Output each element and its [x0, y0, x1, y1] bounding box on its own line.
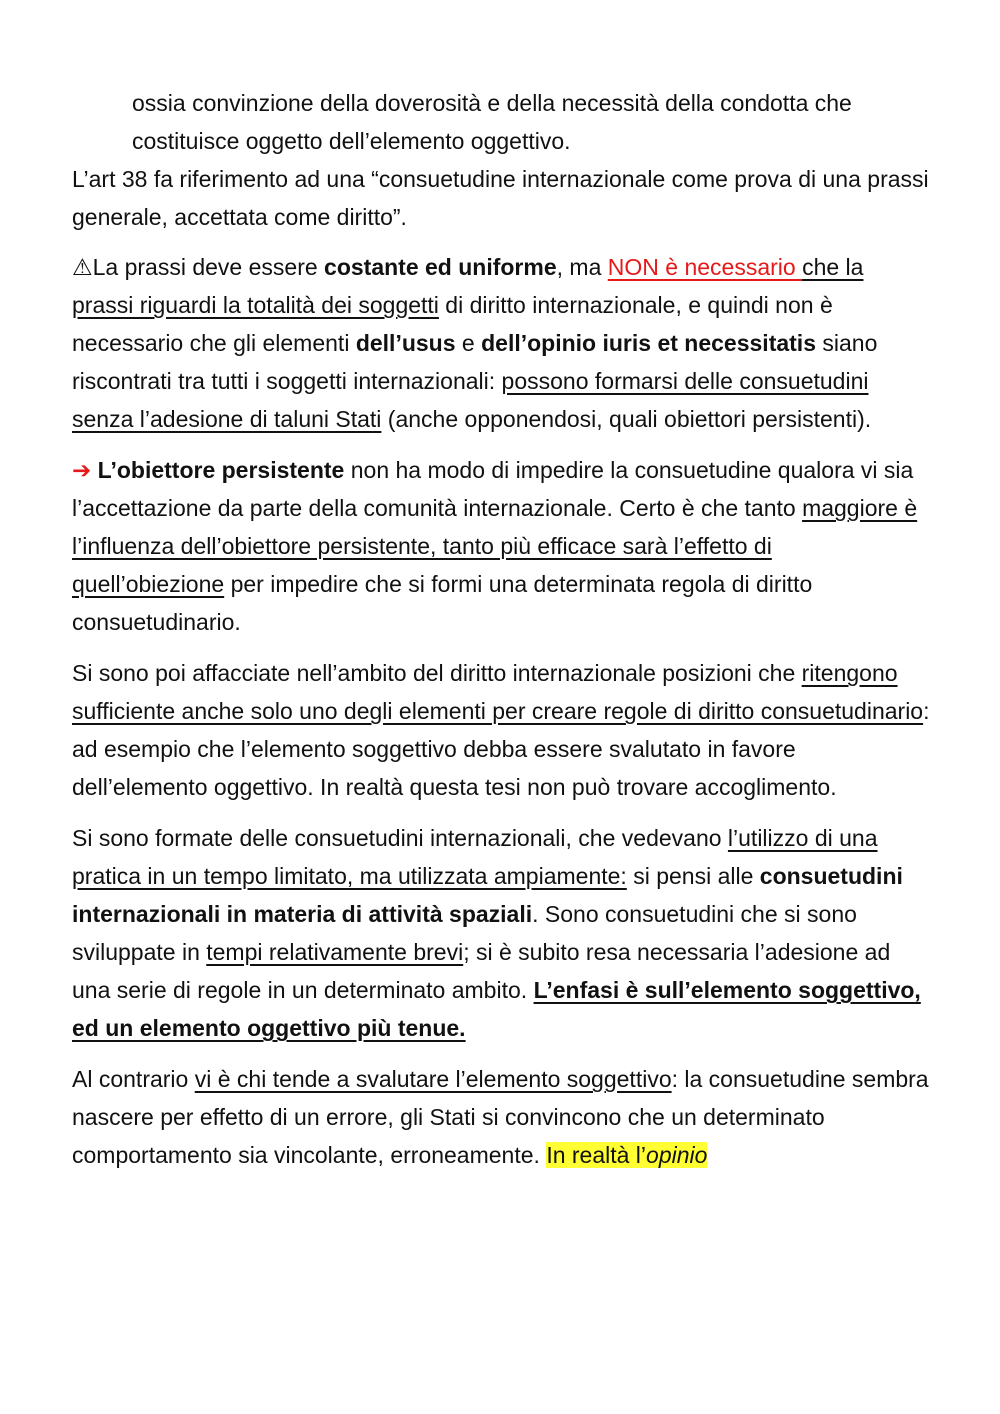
red-emphasis: NON è necessario [607, 254, 803, 280]
warning-icon: ⚠ [72, 254, 93, 280]
paragraph-posizioni: Si sono poi affacciate nell’ambito del diritto internazionale posizioni che ritengono sufficiente anche solo uno degli elementi per creare regole di diritto consuetudinario: ad esempio che l’elemento soggettivo debba essere svalutato in favore dell’elemento oggettivo. In realtà questa tesi non può trovare accoglimento. [72, 660, 930, 800]
paragraph-prassi: ⚠La prassi deve essere costante ed uniforme, ma NON è necessario che la prassi riguardi la totalità dei soggetti di diritto internazionale, e quindi non è necessario che gli elementi dell’usus e dell’opinio iuris et necessitatis siano riscontrati tra tutti i soggetti internazionali: possono formarsi delle consuetudini senza l’adesione di taluni Stati (anche opponendosi, quali obiettori persistenti). [72, 254, 878, 432]
paragraph-obiettore: ➔ L’obiettore persistente non ha modo di impedire la consuetudine qualora vi sia l’accettazione da parte della comunità internazionale. Certo è che tanto maggiore è l’influenza dell’obiettore persistente, tanto più efficace sarà l’effetto di quell’obiezione per impedire che si formi una determinata regola di diritto consuetudinario. [72, 457, 918, 635]
paragraph-art-38: L’art 38 fa riferimento ad una “consuetudine internazionale come prova di una prassi generale, accettata come diritto”. [72, 166, 929, 230]
arrow-right-icon: ➔ [72, 457, 92, 483]
paragraph-attivita-spaziali: Si sono formate delle consuetudini internazionali, che vedevano l’utilizzo di una pratica in un tempo limitato, ma utilizzata ampiamente: si pensi alle consuetudini internazionali in materia di attività spaziali. Sono consuetudini che si sono sviluppate in tempi relativamente brevi; si è subito resa necessaria l’adesione ad una serie di regole in un determinato ambito. L’enfasi è sull’elemento soggettivo, ed un elemento oggettivo più tenue. [72, 825, 921, 1041]
paragraph-continuation: ossia convinzione della doverosità e della necessità della condotta che costituisce oggetto dell’elemento oggettivo. [132, 90, 852, 154]
document-body [72, 84, 930, 1187]
highlighted-text: In realtà l’opinio [546, 1142, 708, 1168]
paragraph-svalutare: Al contrario vi è chi tende a svalutare l’elemento soggettivo: la consuetudine sembra nascere per effetto di un errore, gli Stati si convincono che un determinato comportamento sia vincolante, erroneamente. In realtà l’opinio [72, 1066, 929, 1168]
